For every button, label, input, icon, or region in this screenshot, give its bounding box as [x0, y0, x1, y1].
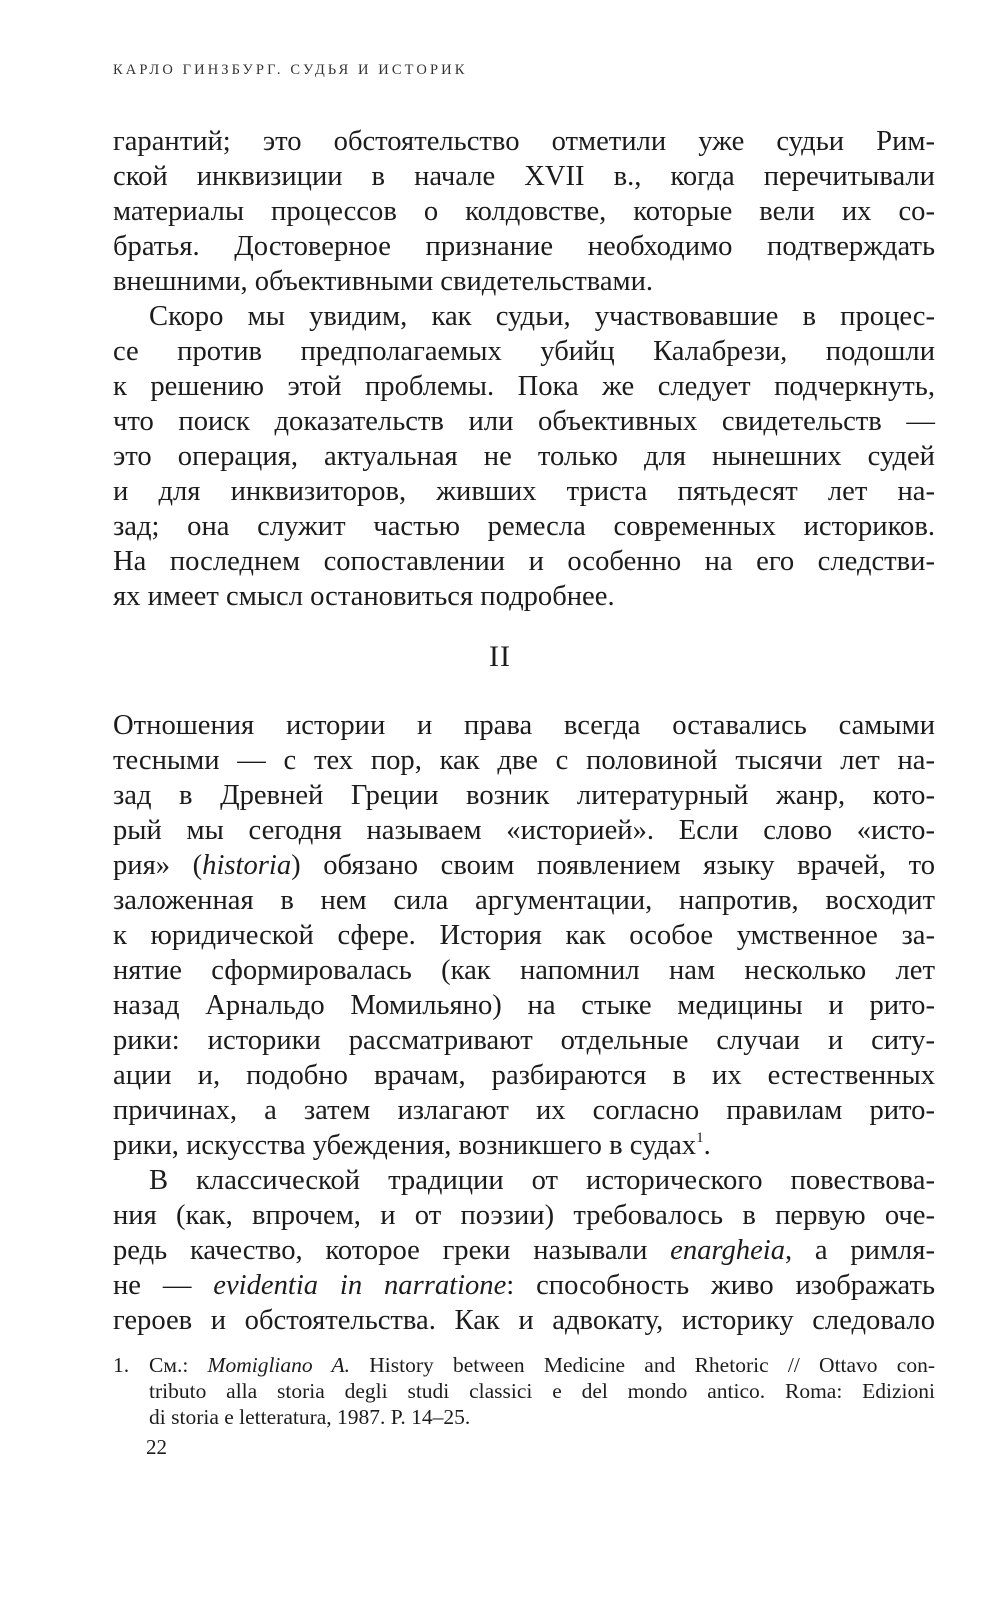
- page-number: 22: [146, 1435, 167, 1459]
- text-line: се против предполагаемых убийц Калабрези, подошли: [113, 336, 935, 367]
- text-line: материалы процессов о колдовстве, которые вели их со-: [113, 196, 935, 227]
- running-head: КАРЛО ГИНЗБУРГ. СУДЬЯ И ИСТОРИК: [113, 62, 468, 78]
- text-line: братья. Достоверное признание необходимо подтверждать: [113, 231, 935, 262]
- text-line: назад Арнальдо Момильяно) на стыке медицины и рито-: [113, 990, 935, 1021]
- paragraph-block-2: [113, 708, 935, 1338]
- footnote-line: di storia e letteratura, 1987. P. 14–25.: [149, 1405, 471, 1429]
- text-line: ях имеет смысл остановиться подробнее.: [113, 581, 615, 612]
- text-line: Скоро мы увидим, как судьи, участвовавшие в процес-: [149, 301, 935, 332]
- paragraph-block-1: [113, 124, 935, 614]
- footnote-line: См.: Momigliano A. History between Medicine and Rhetoric // Ottavo con-: [149, 1353, 936, 1377]
- text-line: к решению этой проблемы. Пока же следует подчеркнуть,: [113, 371, 935, 402]
- text-line: ации и, подобно врачам, разбираются в их естественных: [113, 1060, 935, 1091]
- footnote: [113, 1352, 935, 1430]
- text-line: зад в Древней Греции возник литературный жанр, кото-: [113, 780, 935, 811]
- text-line: заложенная в нем сила аргументации, напротив, восходит: [113, 885, 935, 916]
- text-line: причинах, а затем излагают их согласно правилам рито-: [113, 1095, 935, 1126]
- text-line: Отношения истории и права всегда оставались самыми: [113, 710, 935, 741]
- italic-term: enargheia: [670, 1235, 786, 1266]
- section-heading: II: [489, 640, 511, 673]
- italic-term: historia: [202, 850, 292, 881]
- text-line: На последнем сопоставлении и особенно на его следстви-: [113, 546, 935, 577]
- text-line: внешними, объективными свидетельствами.: [113, 266, 654, 297]
- footnote-number: 1.: [113, 1353, 130, 1377]
- text-line: рики: историки рассматривают отдельные случаи и ситу-: [113, 1025, 935, 1056]
- text-line: тесными — с тех пор, как две с половиной тысячи лет на-: [113, 745, 935, 776]
- text-line: рики, искусства убеждения, возникшего в судах$^1$.: [113, 1130, 711, 1161]
- text-line: зад; она служит частью ремесла современных историков.: [113, 511, 935, 542]
- text-line: что поиск доказательств или объективных свидетельств —: [113, 406, 935, 437]
- footnote-reference[interactable]: 1: [696, 1130, 704, 1146]
- text-line: рия» (historia) обязано своим появлением языку врачей, то: [113, 850, 935, 881]
- text-line: В классической традиции от исторического повествова-: [149, 1165, 935, 1196]
- text-line: нятие сформировалась (как напомнил нам несколько лет: [113, 955, 935, 986]
- text-line: ской инквизиции в начале XVII в., когда перечитывали: [113, 161, 935, 192]
- italic-term: evidentia in narratione: [213, 1270, 507, 1301]
- text-line: редь качество, которое греки называли enargheia, а римля-: [113, 1235, 935, 1266]
- text-line: и для инквизиторов, живших триста пятьдесят лет на-: [113, 476, 935, 507]
- text-line: не — evidentia in narratione: способность живо изображать: [113, 1270, 935, 1301]
- footnote-line: tributo alla storia degli studi classici e del mondo antico. Roma: Edizioni: [149, 1379, 935, 1403]
- text-line: к юридической сфере. История как особое умственное за-: [113, 920, 935, 951]
- text-line: героев и обстоятельства. Как и адвокату, историку следовало: [113, 1305, 935, 1336]
- text-line: это операция, актуальная не только для нынешних судей: [113, 441, 935, 472]
- text-line: рый мы сегодня называем «историей». Если слово «исто-: [113, 815, 935, 846]
- text-line: ния (как, впрочем, и от поэзии) требовалось в первую оче-: [113, 1200, 935, 1231]
- footnote-author: Momigliano A.: [207, 1353, 351, 1377]
- text-line: гарантий; это обстоятельство отметили уже судьи Рим-: [113, 126, 935, 157]
